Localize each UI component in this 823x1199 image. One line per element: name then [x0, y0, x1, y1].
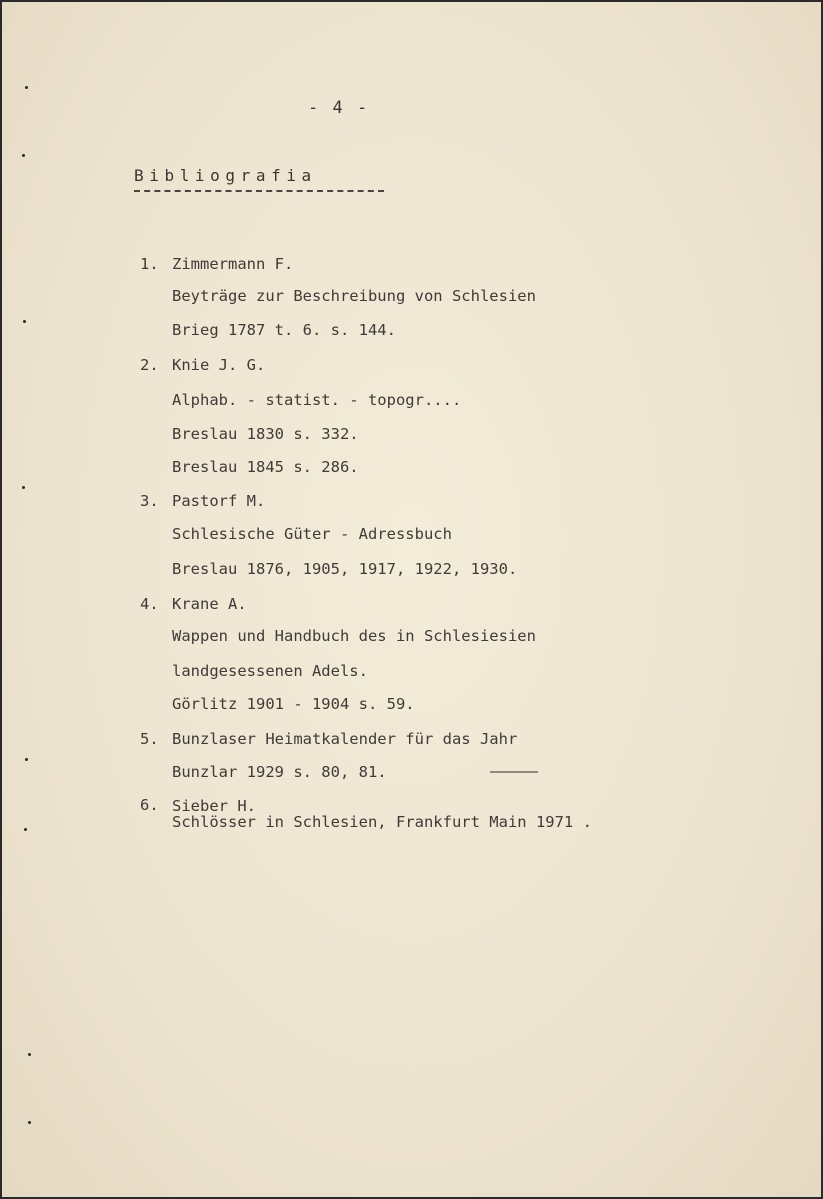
- margin-mark: [22, 486, 25, 489]
- entry-author: Krane A.: [172, 595, 247, 613]
- margin-mark: [25, 86, 28, 89]
- entry-title: landgesessenen Adels.: [172, 662, 368, 680]
- entry-number: 3.: [140, 492, 159, 510]
- entry-number: 5.: [140, 730, 159, 748]
- entry-title: Alphab. - statist. - topogr....: [172, 391, 462, 409]
- margin-mark: [28, 1121, 31, 1124]
- entry-publication: Breslau 1876, 1905, 1917, 1922, 1930.: [172, 560, 518, 578]
- entry-number: 2.: [140, 356, 159, 374]
- margin-mark: [22, 154, 25, 157]
- entry-title: Schlesische Güter - Adressbuch: [172, 525, 452, 543]
- page-number: - 4 -: [308, 98, 370, 118]
- entry-author: Zimmermann F.: [172, 255, 294, 273]
- entry-number: 4.: [140, 595, 159, 613]
- entry-title: Beyträge zur Beschreibung von Schlesien: [172, 287, 536, 305]
- entry-title: Bunzlaser Heimatkalender für das Jahr: [172, 730, 518, 748]
- entry-number: 6.: [140, 796, 159, 814]
- entry-number: 1.: [140, 255, 159, 273]
- margin-mark: [23, 320, 26, 323]
- title-underline: [134, 190, 384, 192]
- stray-mark: [490, 771, 538, 773]
- entry-title: Schlösser in Schlesien, Frankfurt Main 1971 .: [172, 813, 592, 831]
- page-title: Bibliografia: [134, 166, 317, 185]
- entry-publication: Breslau 1845 s. 286.: [172, 458, 359, 476]
- entry-author: Knie J. G.: [172, 356, 266, 374]
- margin-mark: [25, 758, 28, 761]
- entry-publication: Brieg 1787 t. 6. s. 144.: [172, 321, 396, 339]
- margin-mark: [24, 828, 27, 831]
- margin-mark: [28, 1053, 31, 1056]
- entry-author: Sieber H.: [172, 797, 256, 815]
- entry-publication: Breslau 1830 s. 332.: [172, 425, 359, 443]
- entry-title: Wappen und Handbuch des in Schlesiesien: [172, 627, 536, 645]
- entry-publication: Bunzlar 1929 s. 80, 81.: [172, 763, 387, 781]
- entry-author: Pastorf M.: [172, 492, 266, 510]
- entry-publication: Görlitz 1901 - 1904 s. 59.: [172, 695, 415, 713]
